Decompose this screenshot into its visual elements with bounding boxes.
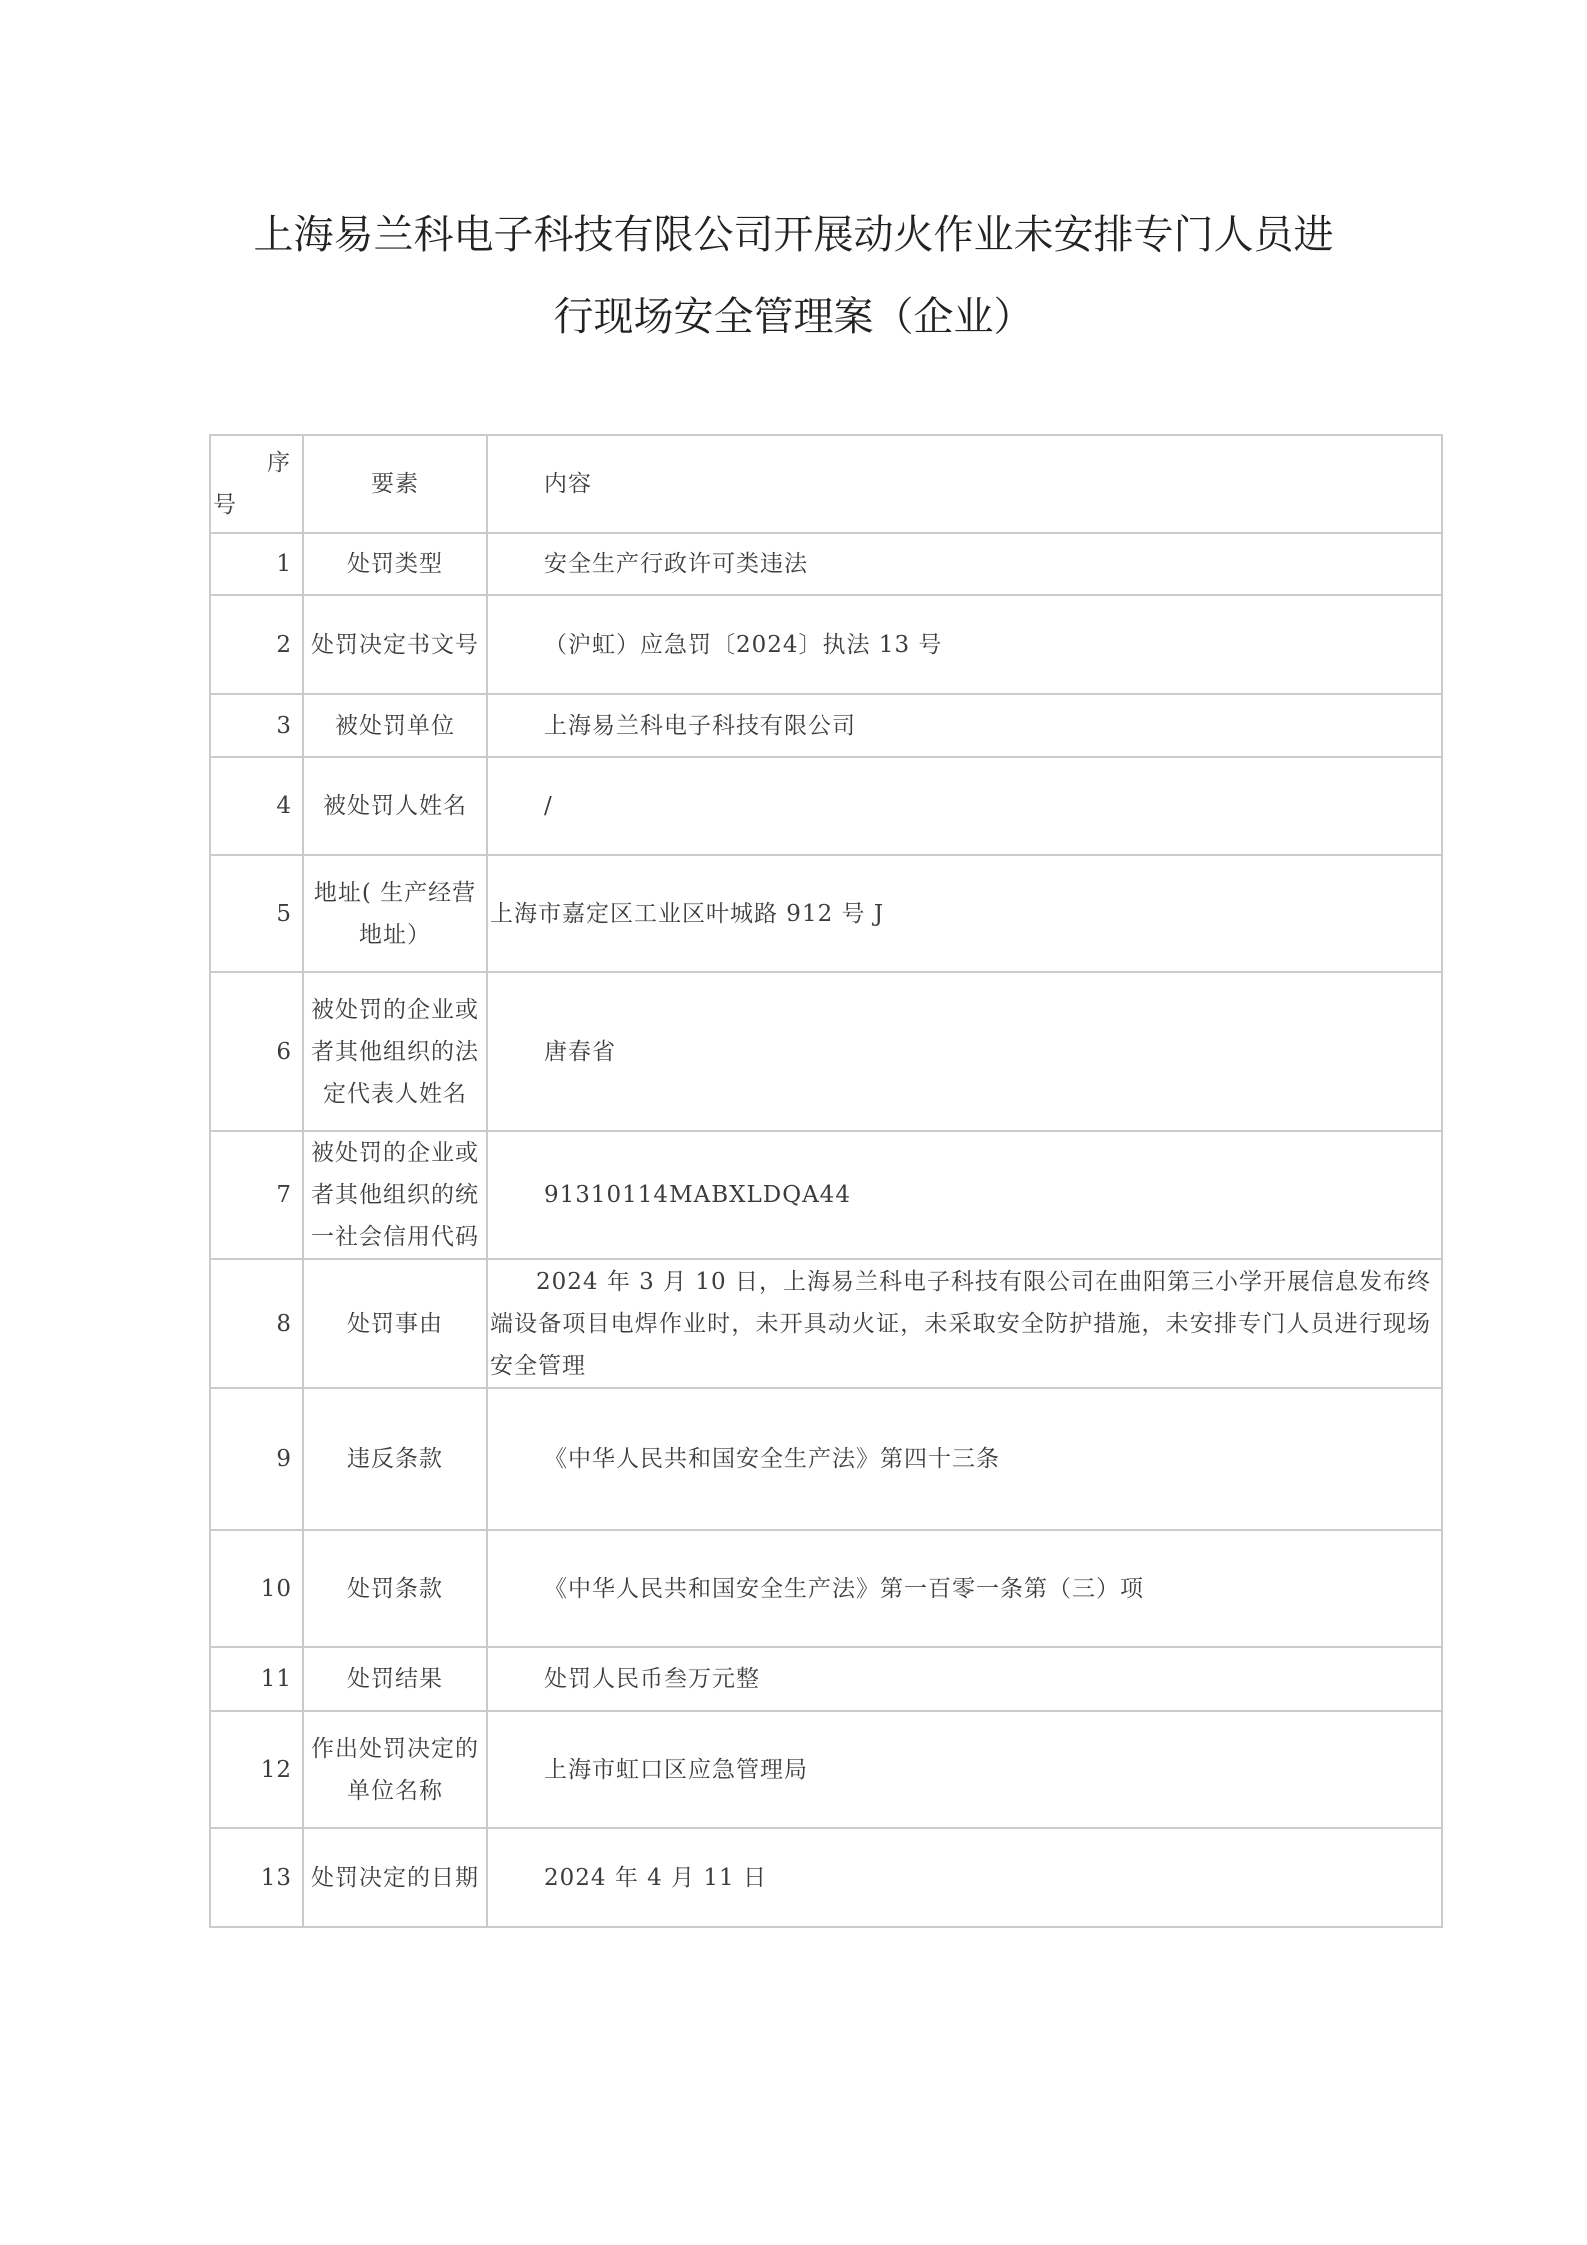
element-label: 地址( 生产经营地址） [303,855,487,972]
document-title: 上海易兰科电子科技有限公司开展动火作业未安排专门人员进行现场安全管理案（企业） [253,212,1334,340]
row-number: 5 [210,855,303,972]
row-number: 1 [210,533,303,595]
row-number: 9 [210,1388,303,1530]
content-value: 《中华人民共和国安全生产法》第一百零一条第（三）项 [487,1530,1442,1647]
element-label: 处罚类型 [303,533,487,595]
table-row [210,1388,1442,1530]
content-value: 上海市虹口区应急管理局 [487,1711,1442,1828]
table-row [210,855,1442,972]
content-value: 2024 年 4 月 11 日 [487,1828,1442,1927]
row-number: 8 [210,1259,303,1388]
header-number: 序号 [210,435,303,533]
element-label: 违反条款 [303,1388,487,1530]
element-label: 处罚条款 [303,1530,487,1647]
penalty-info-table [209,434,1443,1928]
element-label: 处罚决定书文号 [303,595,487,694]
row-number: 12 [210,1711,303,1828]
row-number: 13 [210,1828,303,1927]
header-element: 要素 [303,435,487,533]
element-label: 被处罚人姓名 [303,757,487,855]
content-value: 上海易兰科电子科技有限公司 [487,694,1442,757]
content-value: / [487,757,1442,855]
table-row [210,595,1442,694]
element-label: 处罚决定的日期 [303,1828,487,1927]
row-number: 6 [210,972,303,1131]
table-row [210,1131,1442,1259]
table-row [210,533,1442,595]
table-row [210,757,1442,855]
table-row [210,1828,1442,1927]
row-number: 4 [210,757,303,855]
element-label: 被处罚的企业或者其他组织的法定代表人姓名 [303,972,487,1131]
table-row [210,1530,1442,1647]
row-number: 7 [210,1131,303,1259]
element-label: 被处罚的企业或者其他组织的统一社会信用代码 [303,1131,487,1259]
table-row [210,694,1442,757]
content-value: 2024 年 3 月 10 日，上海易兰科电子科技有限公司在曲阳第三小学开展信息发布终端设备项目电焊作业时，未开具动火证，未采取安全防护措施，未安排专门人员进行现场安全管理 [487,1259,1442,1388]
element-label: 处罚结果 [303,1647,487,1711]
element-label: 被处罚单位 [303,694,487,757]
row-number: 3 [210,694,303,757]
row-number: 11 [210,1647,303,1711]
table-row [210,972,1442,1131]
content-value: 安全生产行政许可类违法 [487,533,1442,595]
header-content: 内容 [487,435,1442,533]
element-label: 作出处罚决定的单位名称 [303,1711,487,1828]
content-value: 上海市嘉定区工业区叶城路 912 号 J [487,855,1442,972]
content-value: 处罚人民币叁万元整 [487,1647,1442,1711]
table-header-row [210,435,1442,533]
content-value: （沪虹）应急罚〔2024〕执法 13 号 [487,595,1442,694]
content-value: 91310114MABXLDQA44 [487,1131,1442,1259]
row-number: 10 [210,1530,303,1647]
element-label: 处罚事由 [303,1259,487,1388]
table-row [210,1711,1442,1828]
content-value: 唐春省 [487,972,1442,1131]
table-row [210,1259,1442,1388]
content-value: 《中华人民共和国安全生产法》第四十三条 [487,1388,1442,1530]
row-number: 2 [210,595,303,694]
table-row [210,1647,1442,1711]
